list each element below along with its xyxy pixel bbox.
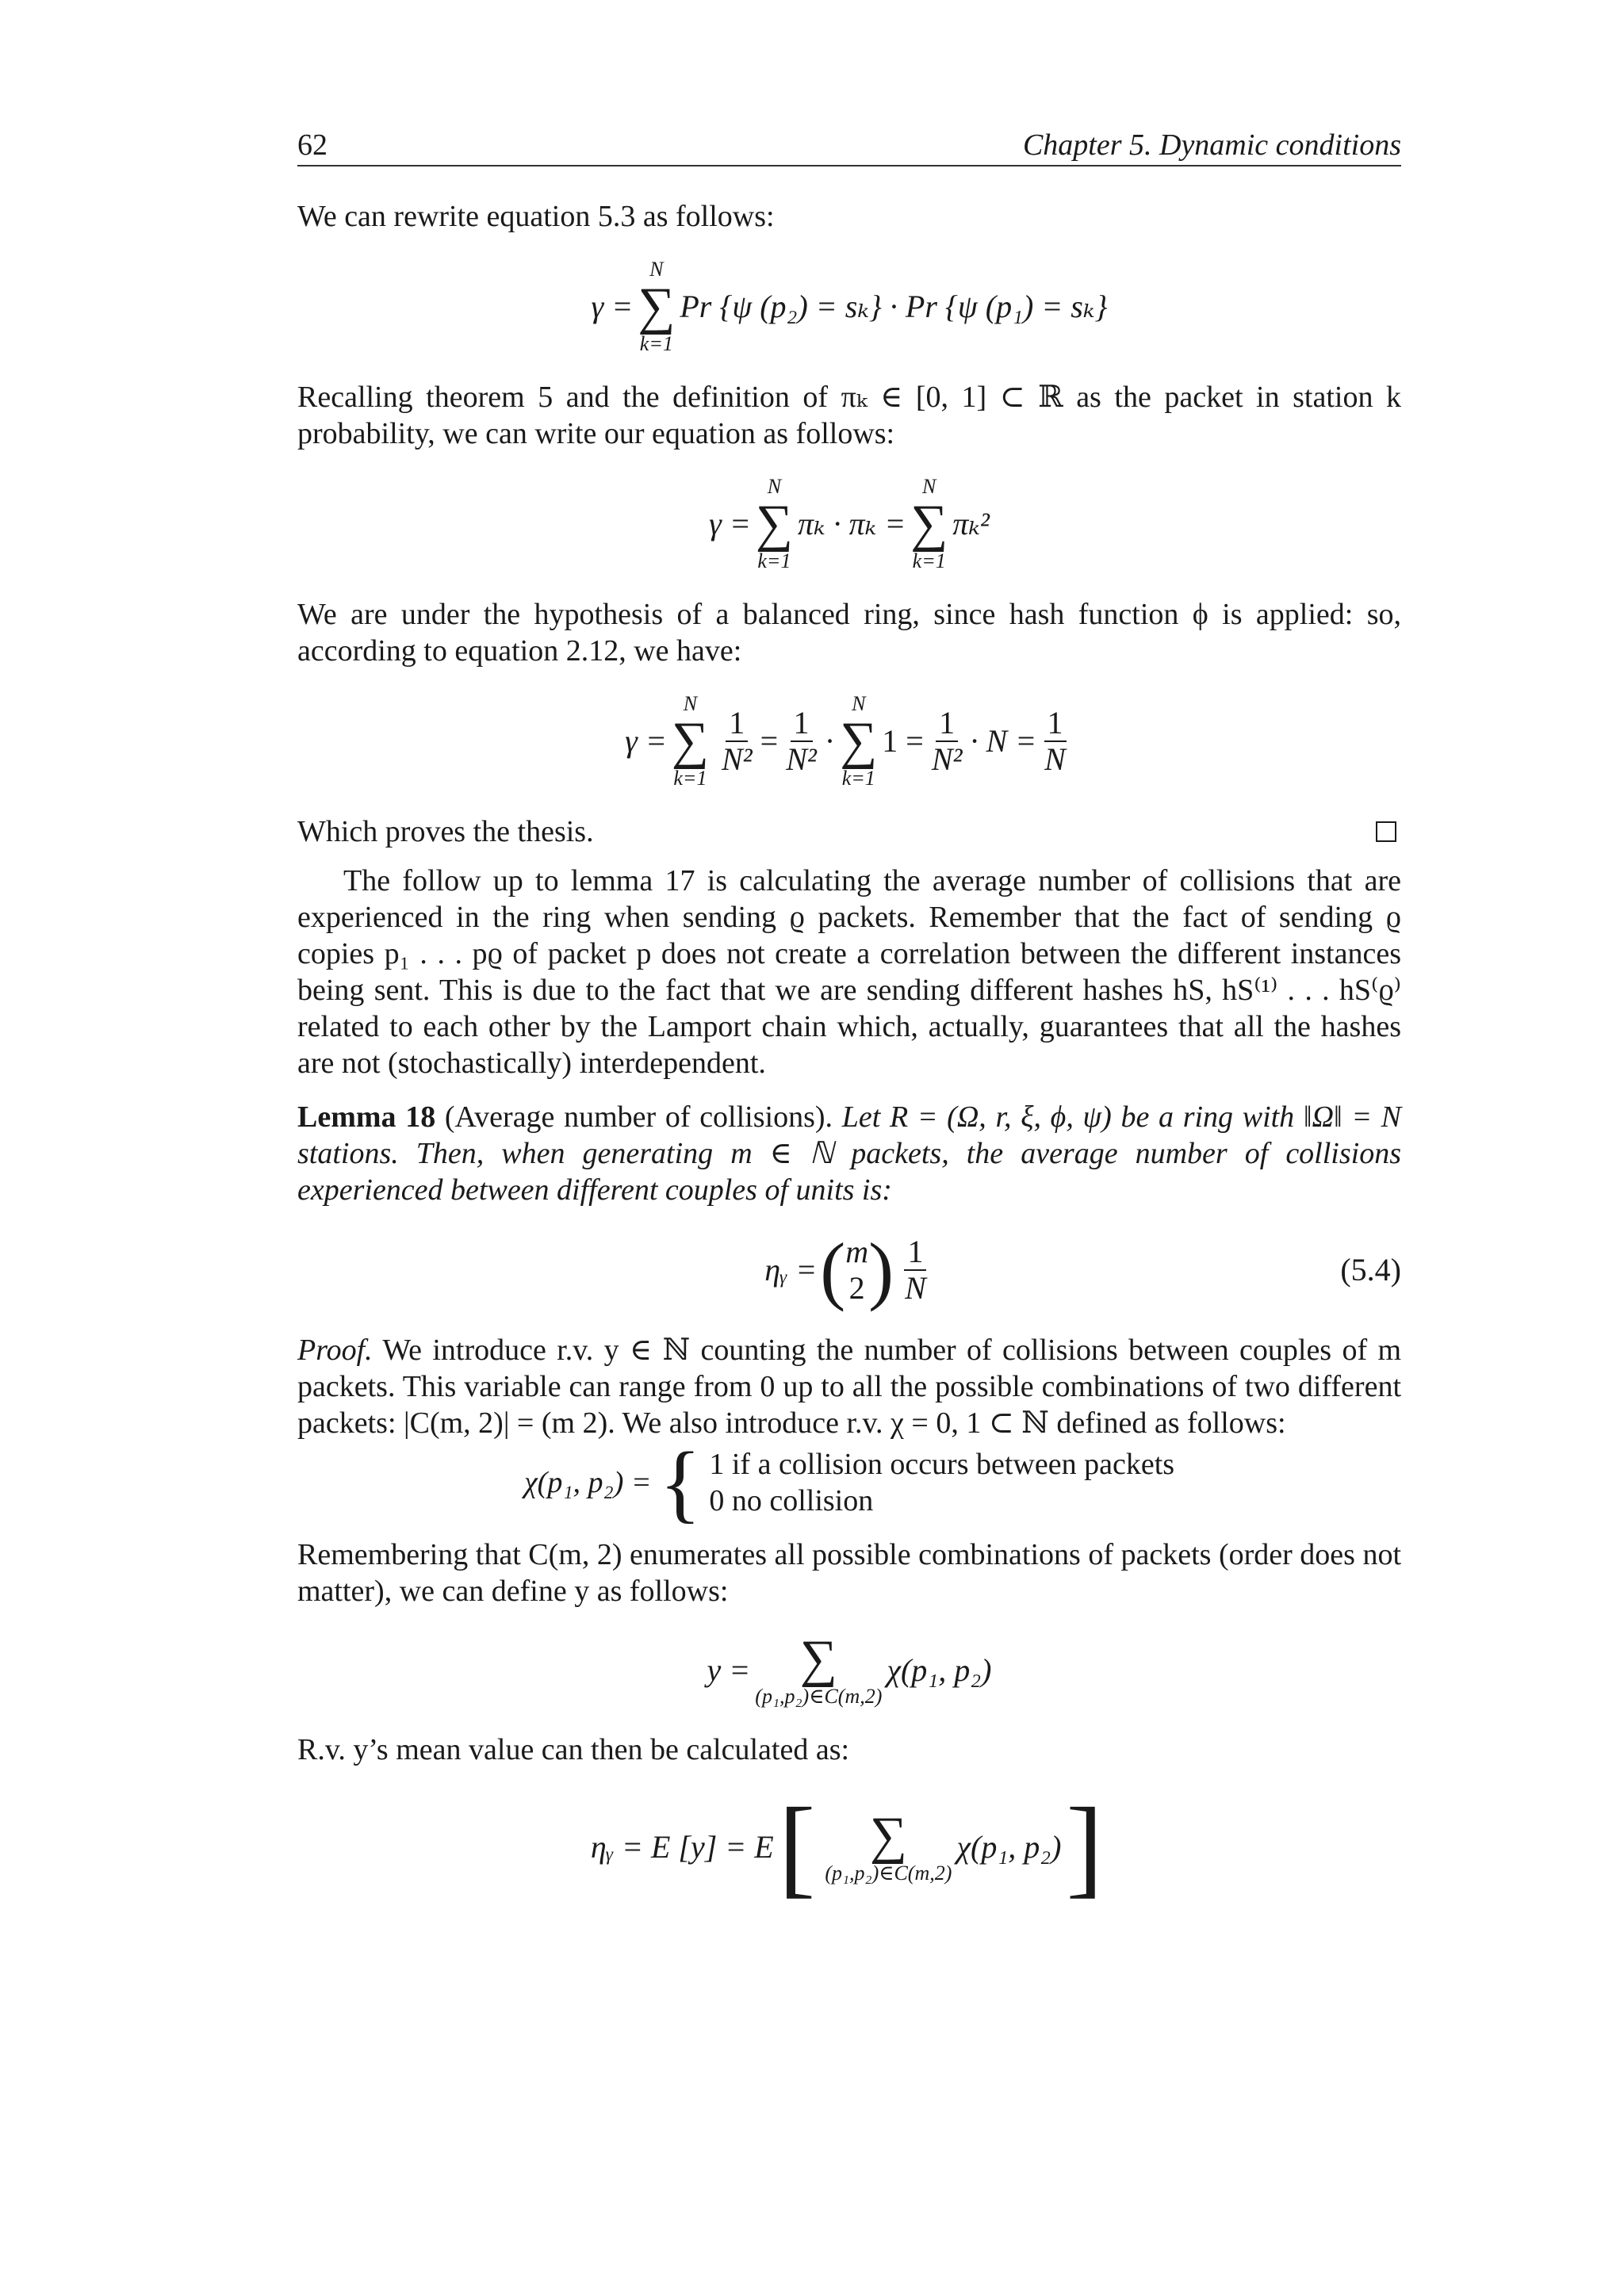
proof-label: Proof. (297, 1334, 373, 1367)
equation-y-definition: y = ∑ (p₁,p₂)∈C(m,2) χ(p₁, p₂) (707, 1630, 992, 1708)
intro-text: We can rewrite equation 5.3 as follows: (297, 200, 775, 233)
summation: N ∑ k=1 (638, 258, 676, 355)
fraction: $\frac{1}{\text{N²}}$ (931, 705, 963, 777)
paragraph-recalling-theorem: Recalling theorem 5 and the definition of πₖ ∈ [0, 1] ⊂ ℝ as the packet in station k probability, we can write our equation as follows: (297, 381, 1401, 450)
equation-gamma-sum: γ = N ∑ k=1 Pr {ψ (p₂) = sₖ} · Pr {ψ (p₁) = sₖ} (591, 258, 1108, 355)
summation: ∑ (p₁,p₂)∈C(m,2) (825, 1807, 952, 1885)
equation-pi-sum: γ = N ∑ k=1 πₖ · πₖ = N ∑ k=1 πₖ² (709, 475, 990, 572)
equation-balanced-result: γ = N ∑ k=1 $\frac{1}{\text{N²}}$ = $\frac{1}{\text{N²}}$ · N ∑ k=1 1 = $\frac{1}{\text{N²}}$ · N = $\frac{1}{N}$ (297, 693, 1401, 790)
equation-chi-cases: χ(p₁, p₂) = { 1 if a collision occurs between packets 0 no collision (523, 1434, 1175, 1531)
equation-number: (5.4) (1340, 1252, 1401, 1288)
equation-5-4: ηᵧ = ( m 2 ) $\frac{1}{N}$ (5.4) (764, 1227, 1401, 1312)
lemma-title: Lemma 18 (297, 1100, 436, 1134)
fraction: $\frac{1}{N}$ (905, 1234, 926, 1306)
paragraph-follow-up: The follow up to lemma 17 is calculating the average number of collisions that are experienced in the ring when sending ϱ packets. Remember that the fact of sending ϱ copies p₁ . . . pϱ of packet p does not create a correlation between the different instances being sent. This is due to the fact that we are sending different hashes hS, hS⁽¹⁾ . . . hS⁽ϱ⁾ related to each other by the Lamport chain which, actually, guarantees that all the hashes are not (stochastically) interdependent. (297, 864, 1401, 1080)
case-no-collision: 0 no collision (709, 1484, 874, 1517)
lemma-name: (Average number of collisions). (444, 1100, 833, 1134)
summation: N ∑ k=1 (671, 692, 709, 790)
page (297, 127, 1401, 1927)
paragraph-remembering: Remembering that C(m, 2) enumerates all possible combinations of packets (order does not matter), we can define y as follows: (297, 1538, 1401, 1608)
chapter-title: Chapter 5. Dynamic conditions (1022, 128, 1401, 162)
proof-end-line (297, 813, 1401, 850)
case-collision: 1 if a collision occurs between packets (709, 1448, 1175, 1481)
summation: N ∑ k=1 (910, 475, 948, 572)
paragraph-mean-value: R.v. y’s mean value can then be calculated as: (297, 1733, 850, 1766)
binomial: ( m 2 ) (820, 1227, 894, 1312)
page-number: 62 (297, 128, 327, 162)
summation: N ∑ k=1 (755, 475, 793, 572)
summation: ∑ (p₁,p₂)∈C(m,2) (755, 1630, 883, 1708)
running-header (297, 127, 1401, 166)
qed-square-icon (1376, 821, 1396, 842)
fraction: $\frac{1}{\text{N²}}$ (786, 705, 817, 777)
fraction: $\frac{1}{N}$ (1044, 705, 1066, 777)
summation: N ∑ k=1 (840, 692, 878, 790)
proof-paragraph (297, 1332, 1401, 1441)
proof-text: We introduce r.v. y ∈ ℕ counting the number of collisions between couples of m packets. This variable can range from 0 up to all the possible combinations of two different packets: |C(m, 2)| = (m 2). We also introduce r.v. χ = 0, 1 ⊂ ℕ defined as follows: (297, 1334, 1401, 1440)
lemma-body: Let R = (Ω, r, ξ, ϕ, ψ) be a ring with ‖Ω‖ = N stations. Then, when generating m ∈ ℕ packets, the average number of collisions experienced between different couples of units is: (297, 1100, 1402, 1207)
proof-end-text: Which proves the thesis. (297, 815, 594, 848)
fraction: $\frac{1}{\text{N²}}$ (721, 705, 753, 777)
paragraph-balanced-ring: We are under the hypothesis of a balanced ring, since hash function ϕ is applied: so, according to equation 2.12, we have: (297, 598, 1401, 668)
equation-eta-expectation: ηᵧ = E [y] = E [ ∑ (p₁,p₂)∈C(m,2) χ(p₁, p₂) ] (590, 1785, 1104, 1908)
lemma-18 (297, 1099, 1401, 1208)
